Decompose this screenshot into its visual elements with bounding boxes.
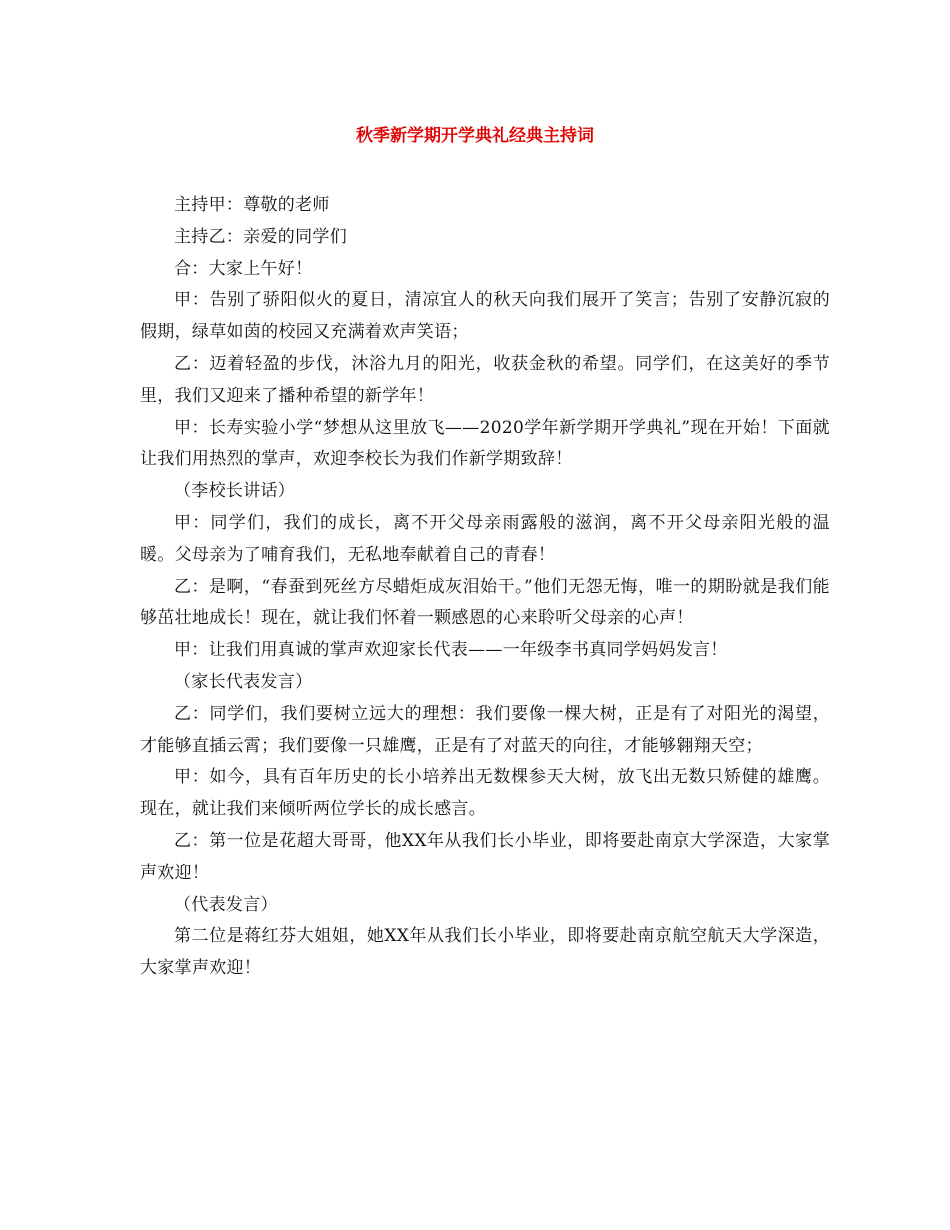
paragraph: 甲：同学们，我们的成长，离不开父母亲雨露般的滋润，离不开父母亲阳光般的温暖。父母亲为了哺育我们，无私地奉献着自己的青春！ [140,512,830,565]
paragraph: 主持甲：尊敬的老师 [174,195,330,215]
paragraph: 甲：如今，具有百年历史的长小培养出无数棵参天大树，放飞出无数只矫健的雄鹰。现在，就让我们来倾听两位学长的成长感言。 [140,767,830,820]
paragraph: 甲：长寿实验小学“梦想从这里放飞——2020学年新学期开学典礼”现在开始！下面就让我们用热烈的掌声，欢迎李校长为我们作新学期致辞！ [140,417,830,470]
paragraph: 甲：告别了骄阳似火的夏日，清凉宜人的秋天向我们展开了笑言；告别了安静沉寂的假期，绿草如茵的校园又充满着欢声笑语； [140,290,830,343]
paragraph: 乙：迈着轻盈的步伐，沐浴九月的阳光，收获金秋的希望。同学们，在这美好的季节里，我们又迎来了播种希望的新学年！ [140,353,830,406]
paragraph: 乙：第一位是花超大哥哥，他XX年从我们长小毕业，即将要赴南京大学深造，大家掌声欢迎！ [140,830,830,883]
paragraph: 主持乙：亲爱的同学们 [174,226,347,247]
paragraph: （代表发言） [174,894,278,915]
paragraph: 合：大家上午好！ [174,258,313,279]
paragraph: 乙：是啊，“春蚕到死丝方尽蜡炬成灰泪始干。”他们无怨无悔，唯一的期盼就是我们能够茁壮地成长！现在，就让我们怀着一颗感恩的心来聆听父母亲的心声！ [140,576,830,629]
paragraph: （李校长讲话） [174,481,296,502]
paragraph: 乙：同学们，我们要树立远大的理想：我们要像一棵大树，正是有了对阳光的渴望，才能够直插云霄；我们要像一只雄鹰，正是有了对蓝天的向往，才能够翱翔天空； [140,703,830,756]
document-title: 秋季新学期开学典礼经典主持词 [356,126,594,146]
document-body [140,190,830,985]
paragraph: （家长代表发言） [174,671,313,692]
paragraph: 第二位是蒋红芬大姐姐，她XX年从我们长小毕业，即将要赴南京航空航天大学深造，大家掌声欢迎！ [140,926,830,979]
paragraph: 甲：让我们用真诚的掌声欢迎家长代表——一年级李书真同学妈妈发言！ [174,640,728,661]
